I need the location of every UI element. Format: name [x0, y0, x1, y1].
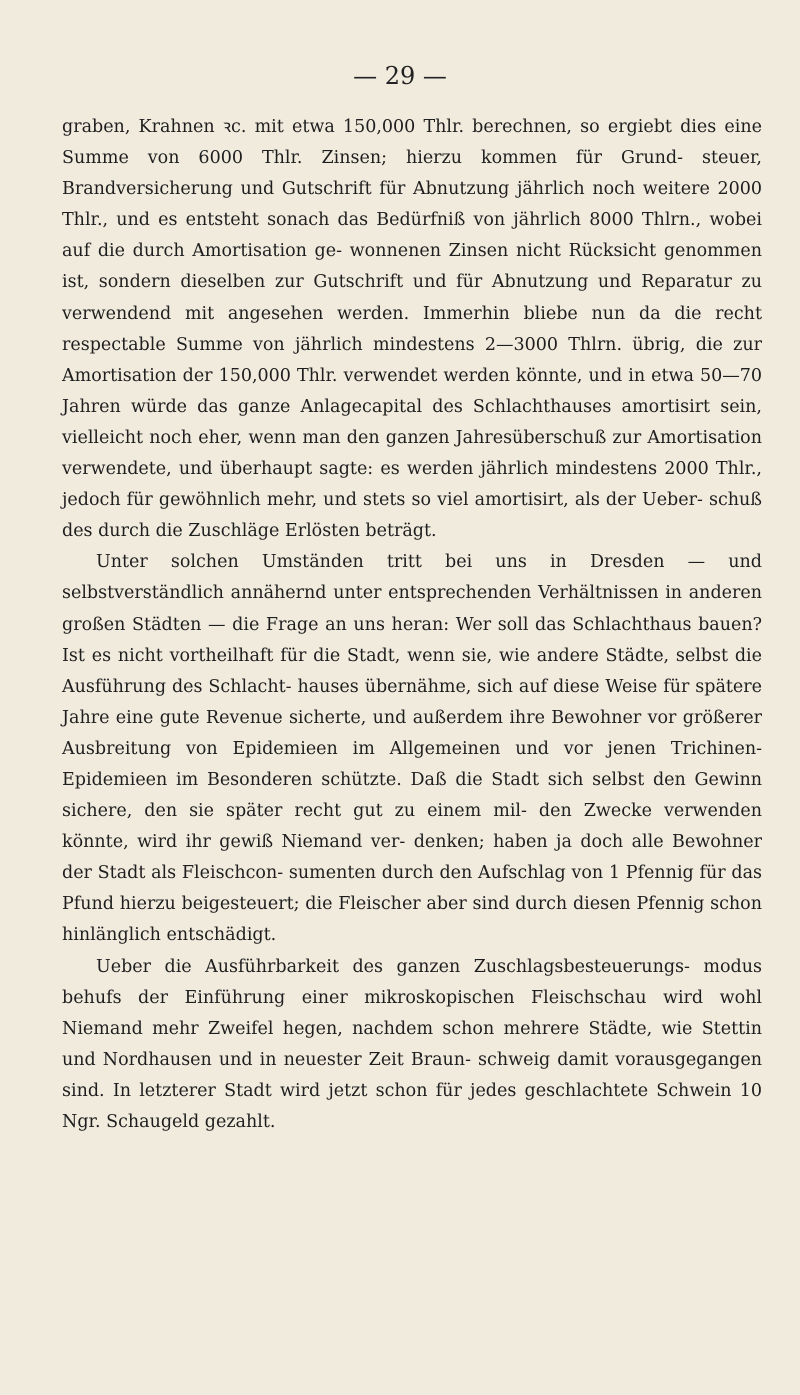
paragraph-slaughterhouse-question: Unter solchen Umständen tritt bei uns in Dresden — und selbstverständlich annähernd unter entsprechenden Verhältnissen in anderen großen Städten — die Frage an uns heran: Wer soll das Schlachthaus bauen? Ist es nicht vortheilhaft für die Stadt, wenn sie, wie andere Städte, selbst die Ausführung des Schlacht- hauses übernähme, sich auf diese Weise für spätere Jahre eine gute Revenue sicherte, und außerdem ihre Bewohner vor größerer Ausbreitung von Epidemieen im Allgemeinen und vor jenen Trichinen-Epidemieen im Besonderen schützte. Daß die Stadt sich selbst den Gewinn sichere, den sie später recht gut zu einem mil- den Zwecke verwenden könnte, wird ihr gewiß Niemand ver- denken; haben ja doch alle Bewohner der Stadt als Fleischcon- sumenten durch den Aufschlag von 1 Pfennig für das Pfund hierzu beigesteuert; die Fleischer aber sind durch diesen Pfennig schon hinlänglich entschädigt. [62, 552, 762, 946]
paragraph-continued: graben, Krahnen ꝛc. mit etwa 150,000 Thlr. berechnen, so ergiebt dies eine Summe von 6000 Thlr. Zinsen; hierzu kommen für Grund- steuer, Brandversicherung und Gutschrift für Abnutzung jährlich noch weitere 2000 Thlr., und es entsteht sonach das Bedürfniß von jährlich 8000 Thlrn., wobei auf die durch Amortisation ge- wonnenen Zinsen nicht Rücksicht genommen ist, sondern dieselben zur Gutschrift und für Abnutzung und Reparatur zu verwendend mit angesehen werden. Immerhin bliebe nun da die recht respectable Summe von jährlich mindestens 2—3000 Thlrn. übrig, die zur Amortisation der 150,000 Thlr. verwendet werden könnte, und in etwa 50—70 Jahren würde das ganze Anlagecapital des Schlachthauses amortisirt sein, vielleicht noch eher, wenn man den ganzen Jahresüberschuß zur Amortisation verwendete, und überhaupt sagte: es werden jährlich mindestens 2000 Thlr., jedoch für gewöhnlich mehr, und stets so viel amortisirt, als der Ueber- schuß des durch die Zuschläge Erlösten beträgt. [62, 117, 762, 542]
paragraph-feasibility: Ueber die Ausführbarkeit des ganzen Zuschlagsbesteuerungs- modus behufs der Einführung einer mikroskopischen Fleischschau wird wohl Niemand mehr Zweifel hegen, nachdem schon mehrere Städte, wie Stettin und Nordhausen und in neuester Zeit Braun- schweig damit vorausgegangen sind. In letzterer Stadt wird jetzt schon für jedes geschlachtete Schwein 10 Ngr. Schaugeld gezahlt. [62, 956, 762, 1132]
page-number: — 29 — [353, 62, 447, 90]
body-text [62, 112, 762, 1138]
